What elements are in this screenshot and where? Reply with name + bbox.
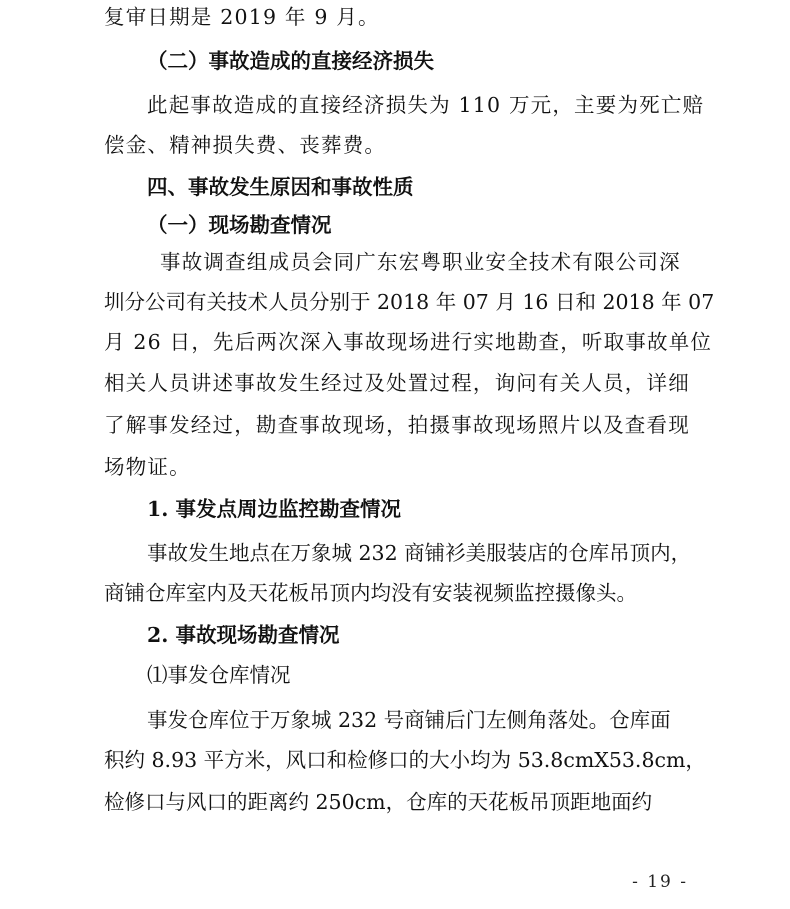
body-line: 偿金、精神损失费、丧葬费。 — [104, 133, 387, 157]
subsection-heading: 1. 事发点周边监控勘查情况 — [147, 497, 402, 521]
body-line: 事故调查组成员会同广东宏粤职业安全技术有限公司深 — [160, 250, 681, 274]
subsection-heading: 2. 事故现场勘查情况 — [147, 623, 340, 647]
body-line: 商铺仓库室内及天花板吊顶内均没有安装视频监控摄像头。 — [104, 581, 637, 605]
body-line: 检修口与风口的距离约 250cm，仓库的天花板吊顶距地面约 — [104, 790, 653, 814]
body-line: 月 26 日，先后两次深入事故现场进行实地勘查，听取事故单位 — [104, 330, 713, 354]
body-line: 相关人员讲述事故发生经过及处置过程，询问有关人员，详细 — [104, 371, 690, 395]
body-line: 复审日期是 2019 年 9 月。 — [104, 5, 380, 29]
item-heading: ⑴事发仓库情况 — [147, 663, 291, 687]
body-line: 积约 8.93 平方米，风口和检修口的大小均为 53.8cmX53.8cm， — [104, 748, 706, 772]
body-line: 场物证。 — [104, 455, 191, 479]
body-line: 圳分公司有关技术人员分别于 2018 年 07 月 16 日和 2018 年 07 — [104, 290, 715, 314]
page-number: - 19 - — [632, 872, 688, 892]
body-line: 此起事故造成的直接经济损失为 110 万元，主要为死亡赔 — [147, 93, 705, 117]
body-line: 了解事发经过，勘查事故现场，拍摄事故现场照片以及查看现 — [104, 413, 690, 437]
section-heading: （一）现场勘查情况 — [147, 213, 332, 237]
section-heading: （二）事故造成的直接经济损失 — [147, 49, 434, 73]
body-line: 事故发生地点在万象城 232 商铺衫美服装店的仓库吊顶内， — [147, 541, 692, 565]
body-line: 事发仓库位于万象城 232 号商铺后门左侧角落处。仓库面 — [147, 708, 671, 732]
chapter-heading: 四、事故发生原因和事故性质 — [147, 175, 414, 199]
